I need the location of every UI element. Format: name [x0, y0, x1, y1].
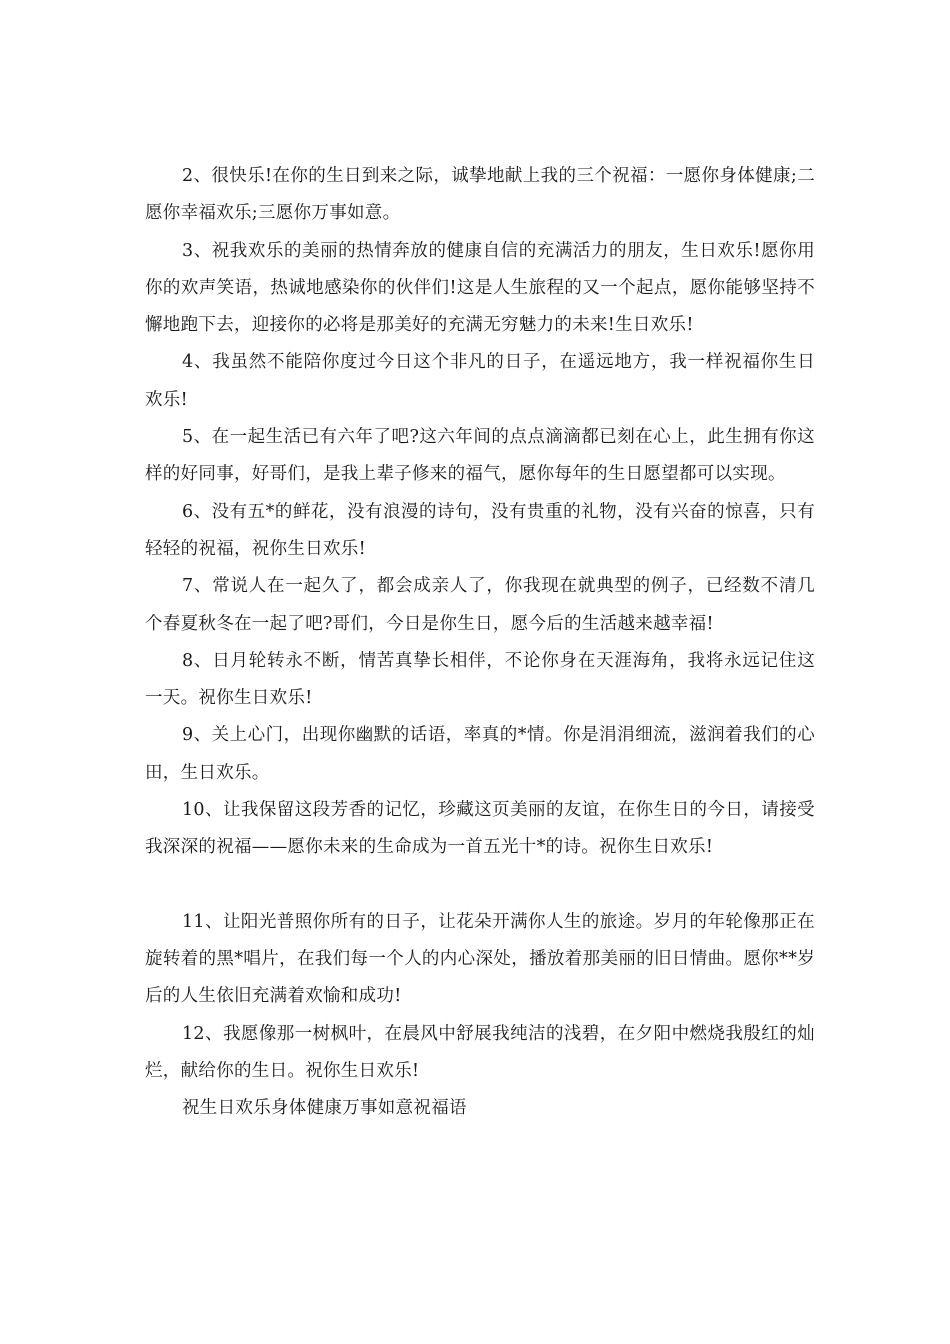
- paragraph-10: 10、让我保留这段芳香的记忆，珍藏这页美丽的友谊，在你生日的今日，请接受我深深的祝福——愿你未来的生命成为一首五光十*的诗。祝你生日欢乐!: [145, 800, 815, 858]
- paragraph-2: 2、很快乐!在你的生日到来之际，诚挚地献上我的三个祝福：一愿你身体健康;二愿你幸福欢乐;三愿你万事如意。: [145, 166, 815, 224]
- paragraph-12: 12、我愿像那一树枫叶，在晨风中舒展我纯洁的浅碧，在夕阳中燃烧我殷红的灿烂，献给你的生日。祝你生日欢乐!: [145, 1023, 815, 1081]
- paragraph-7: 7、常说人在一起久了，都会成亲人了，你我现在就典型的例子，已经数不清几个春夏秋冬在一起了吧?哥们，今日是你生日，愿今后的生活越来越幸福!: [145, 576, 815, 634]
- paragraph-3: 3、祝我欢乐的美丽的热情奔放的健康自信的充满活力的朋友，生日欢乐!愿你用你的欢声笑语，热诚地感染你的伙伴们!这是人生旅程的又一个起点，愿你能够坚持不懈地跑下去，迎接你的必将是那美好的充满无穷魅力的未来!生日欢乐!: [145, 240, 815, 336]
- paragraph-11: 11、让阳光普照你所有的日子，让花朵开满你人生的旅途。岁月的年轮像那正在旋转着的黑*唱片，在我们每一个人的内心深处，播放着那美丽的旧日情曲。愿你**岁后的人生依旧充满着欢愉和成功!: [145, 911, 815, 1007]
- paragraph-9: 9、关上心门，出现你幽默的话语，率真的*情。你是涓涓细流，滋润着我们的心田，生日欢乐。: [145, 725, 815, 783]
- blank-line: [145, 867, 815, 904]
- section-heading: 祝生日欢乐身体健康万事如意祝福语: [182, 1098, 467, 1119]
- document-body: [145, 158, 815, 1127]
- paragraph-5: 5、在一起生活已有六年了吧?这六年间的点点滴滴都已刻在心上，此生拥有你这样的好同事，好哥们，是我上辈子修来的福气，愿你每年的生日愿望都可以实现。: [145, 427, 815, 485]
- paragraph-8: 8、日月轮转永不断，情苦真挚长相伴，不论你身在天涯海角，我将永远记住这一天。祝你生日欢乐!: [145, 650, 815, 709]
- paragraph-4: 4、我虽然不能陪你度过今日这个非凡的日子，在遥远地方，我一样祝福你生日欢乐!: [145, 352, 815, 410]
- paragraph-6: 6、没有五*的鲜花，没有浪漫的诗句，没有贵重的礼物，没有兴奋的惊喜，只有轻轻的祝福，祝你生日欢乐!: [145, 501, 815, 559]
